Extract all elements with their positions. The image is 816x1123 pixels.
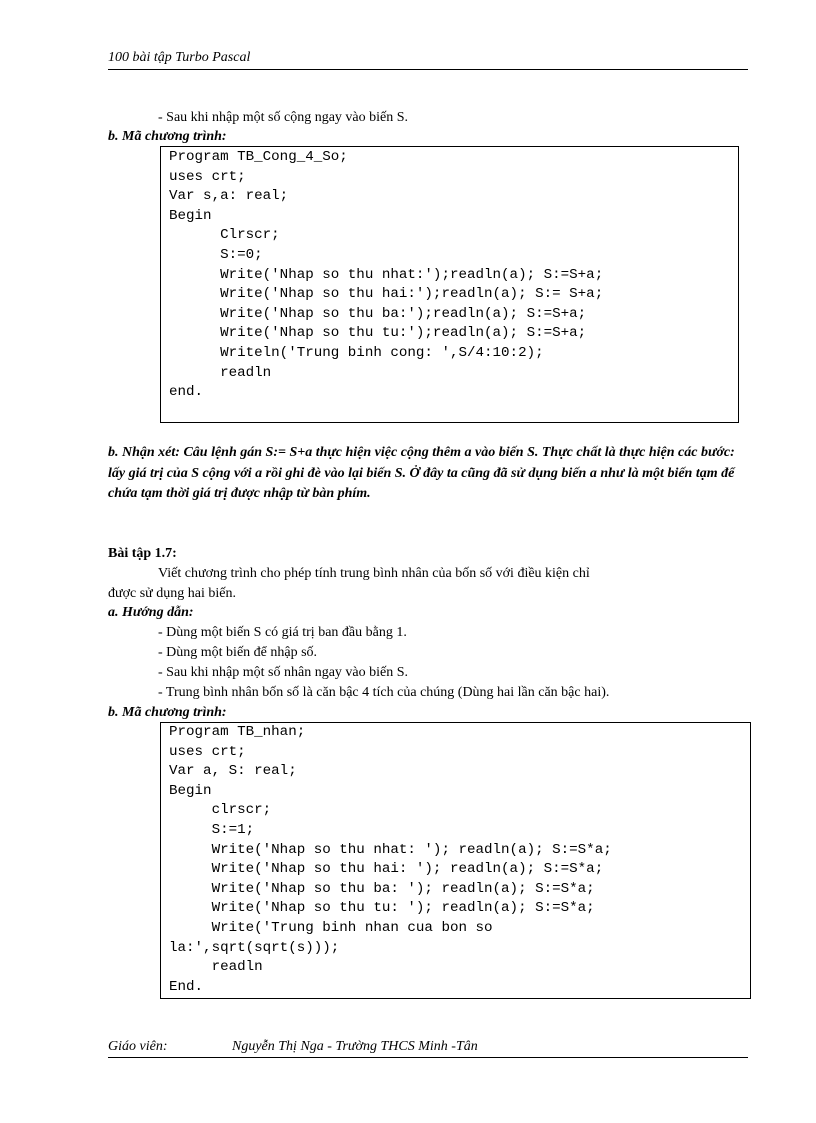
page-header-title: 100 bài tập Turbo Pascal	[108, 50, 251, 65]
code-line: Writeln('Trung binh cong: ',S/4:10:2);	[169, 344, 544, 361]
code-line: uses crt;	[169, 743, 246, 760]
code-line: uses crt;	[169, 168, 246, 185]
section1-code-heading: b. Mã chương trình:	[108, 129, 227, 144]
code-line: Write('Nhap so thu ba: '); readln(a); S:=S*a;	[169, 880, 595, 897]
footer-author: Nguyễn Thị Nga - Trường THCS Minh -Tân	[232, 1039, 478, 1054]
code-box-tb-nhan	[160, 722, 751, 999]
code-line: Var a, S: real;	[169, 763, 297, 780]
footer-label: Giáo viên:	[108, 1039, 168, 1054]
code-line: Write('Nhap so thu nhat: '); readln(a); S:=S*a;	[169, 841, 612, 858]
code-line: Write('Nhap so thu ba:');readln(a); S:=S+a;	[169, 305, 587, 322]
code-line: clrscr;	[169, 802, 272, 819]
exercise-description-line2: được sử dụng hai biến.	[108, 586, 236, 601]
remark-paragraph: b. Nhận xét: Câu lệnh gán S:= S+a thực hiện việc cộng thêm a vào biến S. Thực chất là thực hiện các bước: lấy giá trị của S cộng với a rồi ghi đè vào lại biến S. Ở đây ta cũng đã sử dụng biến a như là một biến tạm để chứa tạm thời giá trị được nhập từ bàn phím.	[108, 445, 735, 501]
code-line: S:=1;	[169, 821, 255, 838]
exercise-title: Bài tập 1.7:	[108, 546, 177, 561]
code-line: Begin	[169, 782, 212, 799]
code-line: Program TB_Cong_4_So;	[169, 149, 348, 165]
guide-item: - Dùng một biến S có giá trị ban đầu bằng 1.	[158, 625, 407, 640]
code-line: Write('Nhap so thu hai: '); readln(a); S:=S*a;	[169, 861, 604, 878]
guide-item: - Dùng một biến để nhập số.	[158, 645, 318, 660]
code-line: Write('Nhap so thu tu:');readln(a); S:=S+a;	[169, 325, 587, 342]
code-line: la:',sqrt(sqrt(s)));	[169, 939, 340, 956]
exercise-code-heading: b. Mã chương trình:	[108, 705, 227, 720]
guide-item: - Trung bình nhân bốn số là căn bậc 4 tích của chúng (Dùng hai lần căn bậc hai).	[158, 685, 610, 700]
code-line: Var s,a: real;	[169, 188, 289, 205]
code-line: S:=0;	[169, 246, 263, 263]
code-line: end.	[169, 384, 204, 401]
code-line: Write('Nhap so thu tu: '); readln(a); S:=S*a;	[169, 900, 595, 917]
footer-divider	[108, 1057, 748, 1058]
code-block-tb-cong	[169, 148, 603, 403]
code-line: End.	[169, 978, 204, 995]
code-line: Program TB_nhan;	[169, 724, 306, 740]
code-block-tb-nhan	[169, 723, 612, 997]
code-line: readln	[169, 959, 263, 976]
code-line: Clrscr;	[169, 227, 280, 244]
exercise-description-line1: Viết chương trình cho phép tính trung bình nhân của bốn số với điều kiện chỉ	[158, 566, 590, 581]
code-line: Write('Trung binh nhan cua bon so	[169, 919, 493, 936]
guide-heading: a. Hướng dẫn:	[108, 605, 194, 620]
code-line: readln	[169, 364, 272, 381]
guide-item: - Sau khi nhập một số nhân ngay vào biến S.	[158, 665, 409, 680]
code-line: Write('Nhap so thu hai:');readln(a); S:= S+a;	[169, 286, 604, 303]
code-line: Write('Nhap so thu nhat:');readln(a); S:=S+a;	[169, 266, 604, 283]
code-line: Begin	[169, 207, 212, 224]
section1-note: - Sau khi nhập một số cộng ngay vào biến S.	[158, 110, 409, 125]
header-divider	[108, 69, 748, 70]
code-box-tb-cong	[160, 146, 739, 423]
